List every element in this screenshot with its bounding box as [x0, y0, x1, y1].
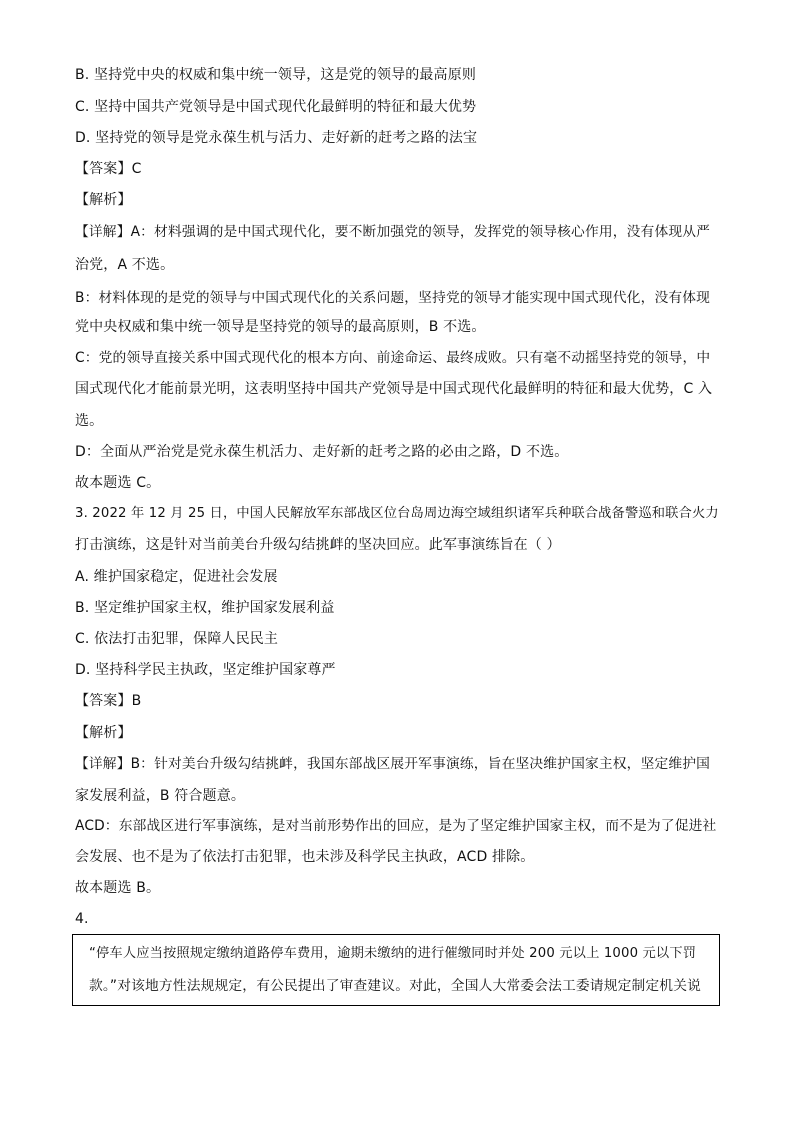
analysis-label: 【解析】: [75, 192, 132, 208]
option-a: A. 维护国家稳定，促进社会发展: [75, 569, 278, 585]
analysis-label: 【解析】: [75, 725, 132, 741]
conclusion-line: 故本题选 B。: [75, 880, 161, 896]
material-box: [72, 934, 720, 1006]
material-text-line: “停车人应当按照规定缴纳道路停车费用，逾期未缴纳的进行催缴同时并处 200 元以上 1000 元以下罚: [89, 946, 697, 961]
explanation-line: 家发展利益，B 符合题意。: [75, 788, 246, 804]
question-3-stem: 打击演练，这是针对当前美台升级勾结挑衅的坚决回应。此军事演练旨在（ ）: [75, 537, 561, 553]
explanation-line: 治党，A 不选。: [75, 257, 175, 273]
explanation-line: D：全面从严治党是党永葆生机活力、走好新的赶考之路的必由之路，D 不选。: [75, 444, 569, 460]
explanation-line: 国式现代化才能前景光明，这表明坚持中国共产党领导是中国式现代化最鲜明的特征和最大优势，C 入: [75, 381, 713, 397]
explanation-line: ACD：东部战区进行军事演练，是对当前形势作出的回应，是为了坚定维护国家主权，而不是为了促进社: [75, 818, 717, 834]
answer-label: 【答案】C: [75, 161, 142, 177]
explanation-line: 选。: [75, 413, 104, 429]
question-4-number: 4.: [75, 911, 89, 927]
explanation-line: 会发展、也不是为了依法打击犯罪，也未涉及科学民主执政，ACD 排除。: [75, 849, 535, 865]
explanation-line: 【详解】A：材料强调的是中国式现代化，要不断加强党的领导，发挥党的领导核心作用，没有体现从严: [75, 224, 711, 240]
option-c: C. 坚持中国共产党领导是中国式现代化最鲜明的特征和最大优势: [75, 99, 477, 115]
conclusion-line: 故本题选 C。: [75, 475, 161, 491]
material-text-line: 款。”对该地方性法规规定，有公民提出了审查建议。对此，全国人大常委会法工委请规定制定机关说: [89, 978, 702, 994]
option-d: D. 坚持党的领导是党永葆生机与活力、走好新的赶考之路的法宝: [75, 130, 478, 146]
explanation-line: C：党的领导直接关系中国式现代化的根本方向、前途命运、最终成败。只有毫不动摇坚持党的领导，中: [75, 350, 711, 366]
option-c: C. 依法打击犯罪，保障人民民主: [75, 631, 279, 647]
option-b: B. 坚定维护国家主权，维护国家发展利益: [75, 600, 335, 616]
option-b: B. 坚持党中央的权威和集中统一领导，这是党的领导的最高原则: [75, 67, 477, 83]
explanation-line: 党中央权威和集中统一领导是坚持党的领导的最高原则，B 不选。: [75, 319, 486, 335]
question-3-stem: 3. 2022 年 12 月 25 日，中国人民解放军东部战区位台岛周边海空域组织诸军兵种联合战备警巡和联合火力: [75, 506, 719, 521]
explanation-line: 【详解】B：针对美台升级勾结挑衅，我国东部战区展开军事演练，旨在坚决维护国家主权，坚定维护国: [75, 756, 711, 772]
answer-label: 【答案】B: [75, 693, 142, 709]
option-d: D. 坚持科学民主执政，坚定维护国家尊严: [75, 662, 336, 678]
explanation-line: B：材料体现的是党的领导与中国式现代化的关系问题，坚持党的领导才能实现中国式现代化，没有体现: [75, 290, 711, 306]
